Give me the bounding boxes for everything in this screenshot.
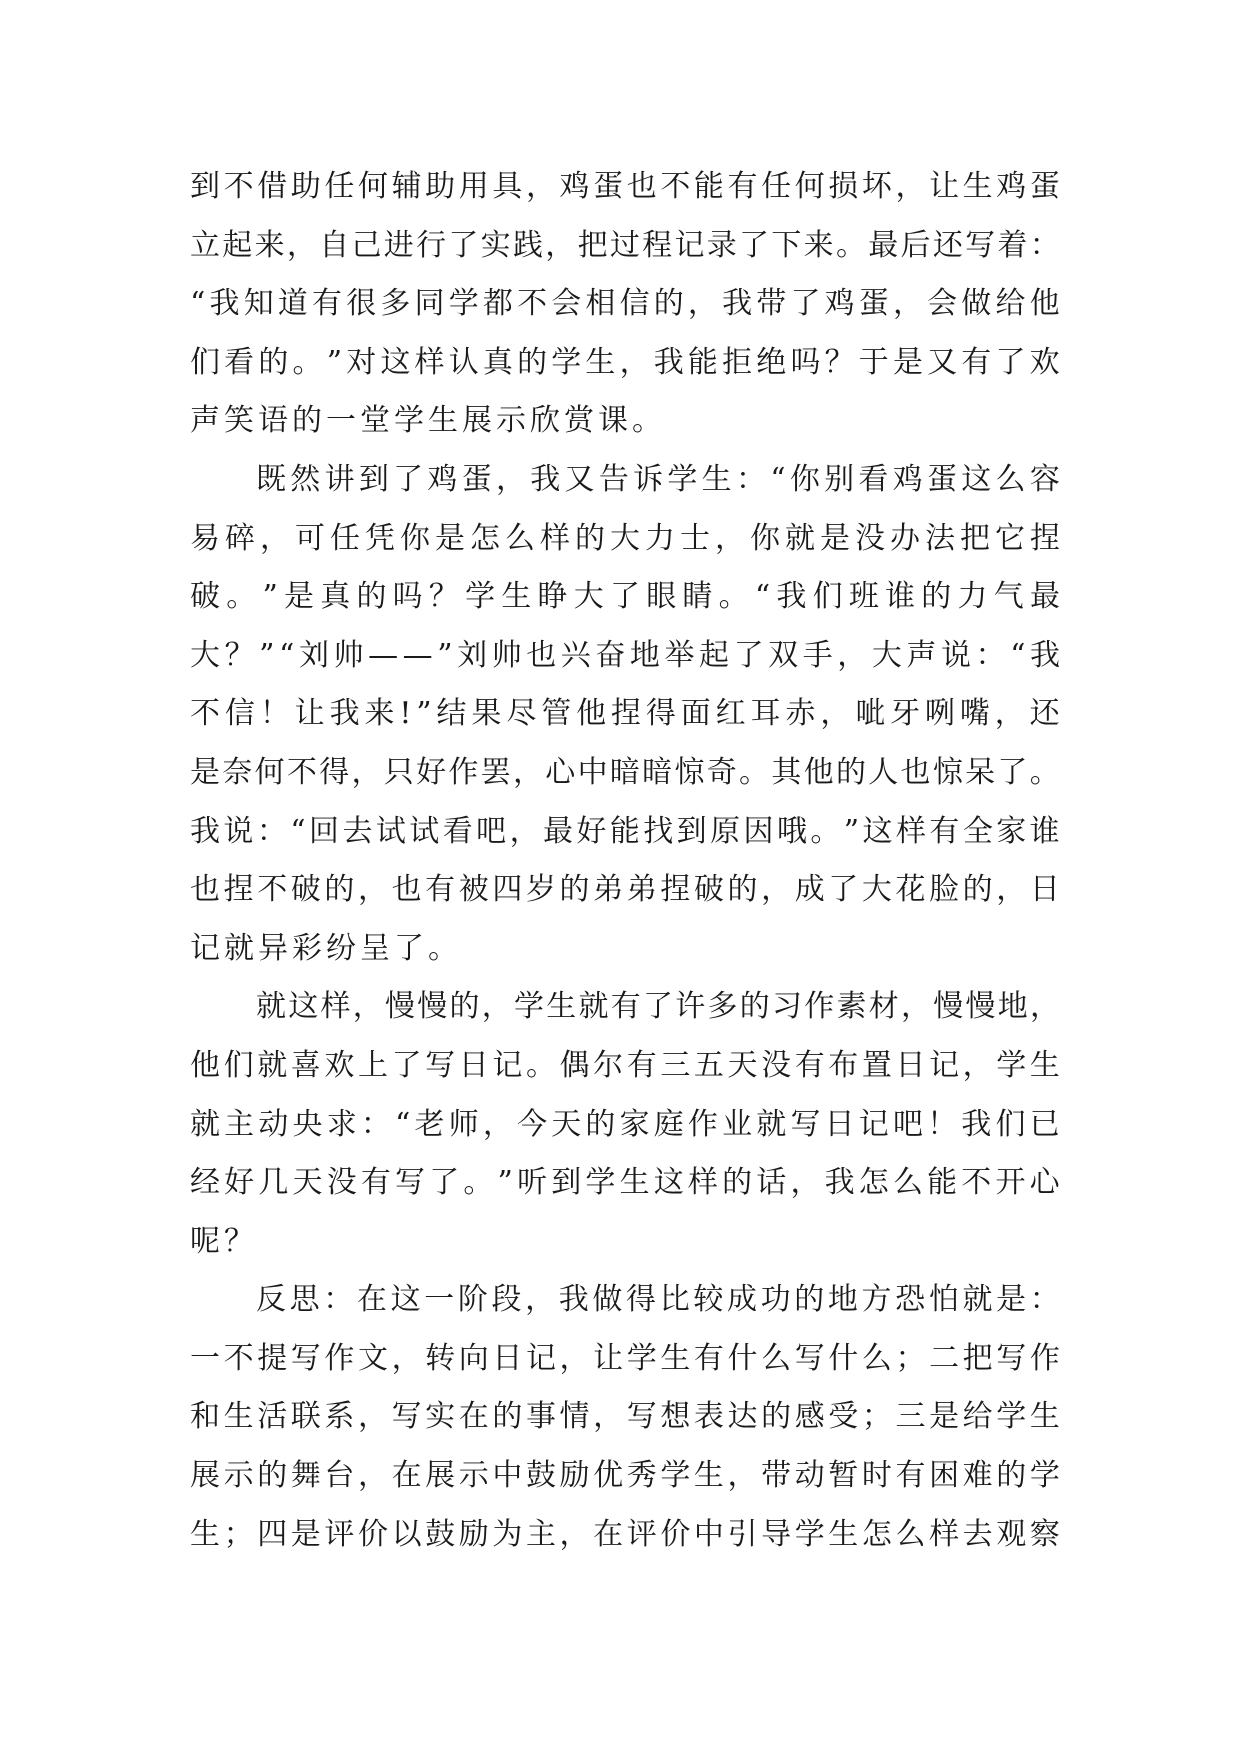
text-line: 不 信 ！ 让 我 来 ! ” 结 果 尽 管 他 捏 得 面 红 耳 赤 ， 呲 牙 咧 嘴 ， 还	[190, 696, 1060, 732]
text-line: “ 我 知 道 有 很 多 同 学 都 不 会 相 信 的 ， 我 带 了 鸡 蛋 ， 会 做 给 他	[190, 286, 1060, 322]
text-line: 们 看 的 。 ” 对 这 样 认 真 的 学 生 ， 我 能 拒 绝 吗 ？ 于 是 又 有 了 欢	[190, 344, 1060, 380]
text-line: 记就异彩纷呈了。	[190, 930, 462, 966]
text-line: 展 示 的 舞 台 ， 在 展 示 中 鼓 励 优 秀 学 生 ， 带 动 暂 时 有 困 难 的 学	[190, 1458, 1060, 1494]
text-line: 生 ； 四 是 评 价 以 鼓 励 为 主 ， 在 评 价 中 引 导 学 生 怎 么 样 去 观 察	[190, 1516, 1060, 1552]
text-line: 和 生 活 联 系 ， 写 实 在 的 事 情 ， 写 想 表 达 的 感 受 ； 三 是 给 学 生	[190, 1399, 1060, 1435]
text-line: 破 。 ” 是 真 的 吗 ？ 学 生 睁 大 了 眼 睛 。 “ 我 们 班 谁 的 力 气 最	[190, 579, 1060, 615]
text-line: 易 碎 ， 可 任 凭 你 是 怎 么 样 的 大 力 士 ， 你 就 是 没 办 法 把 它 捏	[190, 520, 1060, 556]
document-body	[190, 158, 1060, 1564]
text-line: 经 好 几 天 没 有 写 了 。 ” 听 到 学 生 这 样 的 话 ， 我 怎 么 能 不 开 心	[190, 1165, 1060, 1201]
paragraph-first-line: 既 然 讲 到 了 鸡 蛋 ， 我 又 告 诉 学 生 ： “ 你 别 看 鸡 蛋 这 么 容	[256, 461, 1060, 497]
text-line: 我 说 ： “ 回 去 试 试 看 吧 ， 最 好 能 找 到 原 因 哦 。 ” 这 样 有 全 家 谁	[190, 813, 1060, 849]
text-line: 他 们 就 喜 欢 上 了 写 日 记 。 偶 尔 有 三 五 天 没 有 布 置 日 记 ， 学 生	[190, 1047, 1060, 1083]
text-line: 声笑语的一堂学生展示欣赏课。	[190, 403, 666, 439]
text-line: 就 主 动 央 求 ： “ 老 师 ， 今 天 的 家 庭 作 业 就 写 日 记 吧 ！ 我 们 已	[190, 1106, 1060, 1142]
text-line: 立 起 来 ， 自 己 进 行 了 实 践 ， 把 过 程 记 录 了 下 来 。 最 后 还 写 着 ：	[190, 227, 1060, 263]
text-line: 大 ？ ” “ 刘 帅 — — ” 刘 帅 也 兴 奋 地 举 起 了 双 手 ， 大 声 说 ： “ 我	[190, 637, 1060, 673]
text-line: 呢？	[190, 1223, 258, 1259]
text-line: 一 不 提 写 作 文 ， 转 向 日 记 ， 让 学 生 有 什 么 写 什 么 ； 二 把 写 作	[190, 1340, 1060, 1376]
text-line: 到 不 借 助 任 何 辅 助 用 具 ， 鸡 蛋 也 不 能 有 任 何 损 坏 ， 让 生 鸡 蛋	[190, 169, 1060, 204]
text-line: 是 奈 何 不 得 ， 只 好 作 罢 ， 心 中 暗 暗 惊 奇 。 其 他 的 人 也 惊 呆 了 。	[190, 754, 1060, 790]
paragraph-first-line: 就 这 样 ， 慢 慢 的 ， 学 生 就 有 了 许 多 的 习 作 素 材 ， 慢 慢 地 ，	[256, 989, 1060, 1025]
text-line: 也 捏 不 破 的 ， 也 有 被 四 岁 的 弟 弟 捏 破 的 ， 成 了 大 花 脸 的 ， 日	[190, 872, 1060, 908]
paragraph-first-line: 反 思 ： 在 这 一 阶 段 ， 我 做 得 比 较 成 功 的 地 方 恐 怕 就 是 ：	[256, 1282, 1060, 1318]
